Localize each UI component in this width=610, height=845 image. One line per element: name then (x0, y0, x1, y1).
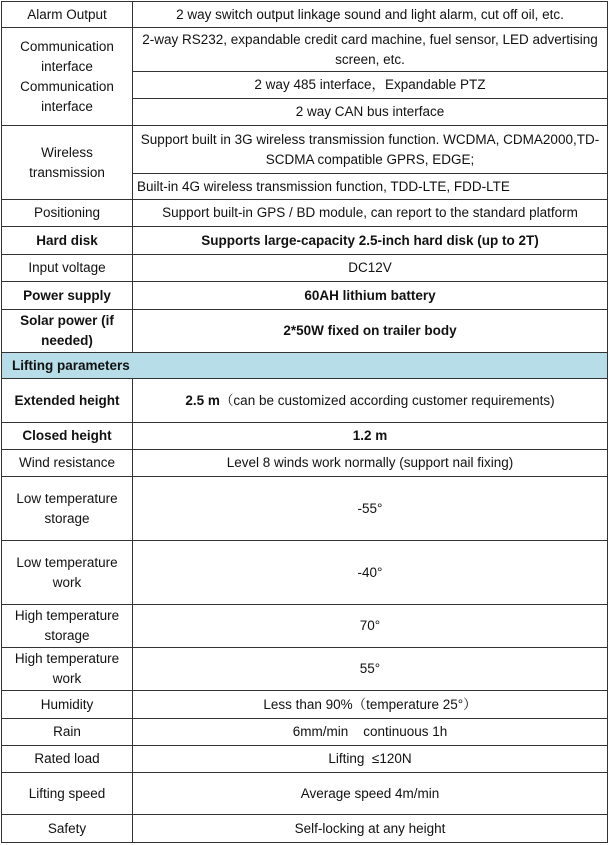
value-bold: 2.5 m (185, 392, 220, 408)
row-label: Wind resistance (2, 450, 133, 477)
table-row (2, 423, 608, 450)
row-value: Average speed 4m/min (133, 773, 608, 815)
row-label: High temperature storage (2, 605, 133, 648)
row-value: 2*50W fixed on trailer body (133, 310, 608, 353)
table-row (2, 541, 608, 605)
row-label: Communication interface Communication interface (2, 28, 133, 126)
section-title: Lifting parameters (2, 353, 608, 379)
row-label: Input voltage (2, 255, 133, 282)
row-label: Solar power (if needed) (2, 310, 133, 353)
row-label: Low temperature storage (2, 477, 133, 541)
row-label: Wireless transmission (2, 126, 133, 200)
row-value: Lifting ≤120N (133, 746, 608, 773)
table-row (2, 773, 608, 815)
table-row (2, 477, 608, 541)
row-value: 2 way 485 interface，Expandable PTZ (133, 72, 608, 99)
row-label: Rain (2, 719, 133, 746)
row-value: 2 way switch output linkage sound and light alarm, cut off oil, etc. (133, 2, 608, 28)
row-value: -40° (133, 541, 608, 605)
table-row (2, 379, 608, 423)
table-row (2, 815, 608, 843)
table-row (2, 28, 608, 72)
row-label: High temperature work (2, 648, 133, 691)
row-value: 6mm/min continuous 1h (133, 719, 608, 746)
table-row (2, 605, 608, 648)
row-value: Built-in 4G wireless transmission function, TDD-LTE, FDD-LTE (133, 174, 608, 200)
row-value: 70° (133, 605, 608, 648)
row-value: 2-way RS232, expandable credit card machine, fuel sensor, LED advertising screen, etc. (133, 28, 608, 72)
row-value: Supports large-capacity 2.5-inch hard disk (up to 2T) (133, 227, 608, 255)
table-row (2, 227, 608, 255)
row-value: Self-locking at any height (133, 815, 608, 843)
row-label: Power supply (2, 282, 133, 310)
spec-table (1, 1, 608, 843)
value-note: （can be customized according customer requirements) (219, 392, 555, 408)
row-label: Lifting speed (2, 773, 133, 815)
row-value: Support built-in GPS / BD module, can report to the standard platform (133, 200, 608, 227)
row-label: Rated load (2, 746, 133, 773)
row-value: 60AH lithium battery (133, 282, 608, 310)
row-label: Safety (2, 815, 133, 843)
section-header (2, 353, 608, 379)
row-value: 2 way CAN bus interface (133, 99, 608, 126)
table-row (2, 200, 608, 227)
row-label: Extended height (2, 379, 133, 423)
table-row (2, 310, 608, 353)
table-row (2, 282, 608, 310)
row-value (133, 379, 608, 423)
row-label: Humidity (2, 691, 133, 719)
row-label: Hard disk (2, 227, 133, 255)
table-row (2, 648, 608, 691)
row-label: Positioning (2, 200, 133, 227)
row-value: DC12V (133, 255, 608, 282)
table-row (2, 691, 608, 719)
table-row (2, 746, 608, 773)
table-row (2, 2, 608, 28)
table-row (2, 719, 608, 746)
row-label: Low temperature work (2, 541, 133, 605)
row-value: Less than 90%（temperature 25°） (133, 691, 608, 719)
row-value: Support built in 3G wireless transmission function. WCDMA, CDMA2000,TD-SCDMA compatible GPRS, EDGE; (133, 126, 608, 174)
row-value: Level 8 winds work normally (support nail fixing) (133, 450, 608, 477)
table-row (2, 450, 608, 477)
row-value: 55° (133, 648, 608, 691)
row-value: -55° (133, 477, 608, 541)
row-label: Closed height (2, 423, 133, 450)
row-value: 1.2 m (133, 423, 608, 450)
table-row (2, 255, 608, 282)
table-row (2, 126, 608, 174)
row-label: Alarm Output (2, 2, 133, 28)
